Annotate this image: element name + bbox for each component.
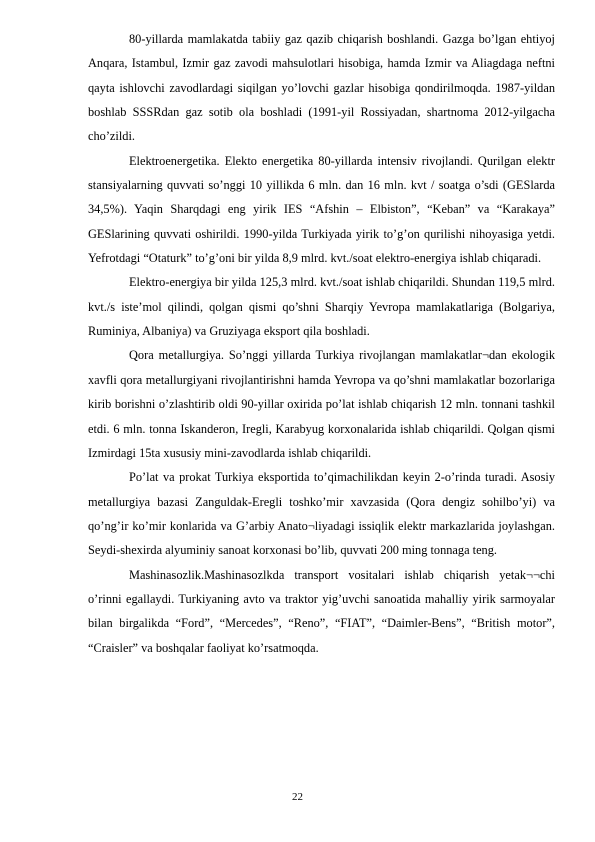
- page-number: 22: [292, 791, 303, 803]
- paragraph-machine-building: Mashinasozlik.Mashinasozlkda transport vositalari ishlab chiqarish yetak¬¬chi o’rinni egallaydi. Turkiyaning avto va traktor yig’uvchi sanoatida mahalliy yirik sarmoyalar bilan birgalikda “Ford”, “Mercedes”, “Reno”, “FIAT”, “Daimler-Bens”, “British motor”, “Craisler” va boshqalar faoliyat ko’rsatmoqda.: [88, 567, 555, 655]
- paragraph-gas: 80-yillarda mamlakatda tabiiy gaz qazib chiqarish boshlandi. Gazga bo’lgan ehtiyoj Anqara, Istambul, Izmir gaz zavodi mahsulotlari hisobiga, hamda Izmir va Aliagdaga neftni qayta ishlovchi zavodlardagi siqilgan yo’lovchi gazlar hisobiga qondirilmoqda. 1987-yildan boshlab SSSRdan gaz sotib ola boshladi (1991-yil Rossiyadan, shartnoma 2012-yilgacha cho’zildi.: [88, 32, 555, 144]
- document-body: [88, 27, 555, 660]
- paragraph-electro-energetics: Elektroenergetika. Elekto energetika 80-yillarda intensiv rivojlandi. Qurilgan elektr stansiyalarning quvvati so’nggi 10 yillikda 6 mln. dan 16 mln. kvt / soatga o’sdi (GESlarda 34,5%). Yaqin Sharqdagi eng yirik IES “Afshin – Elbiston”, “Keban” va “Karakaya” GESlarining quvvati oshirildi. 1990-yilda Turkiyada yirik to’g’on qurilishi nihoyasiga yetdi. Yefrotdagi “Otaturk” to’g’oni bir yilda 8,9 mlrd. kvt./soat elektro-energiya ishlab chiqaradi.: [88, 153, 555, 266]
- paragraph-ferrous-metallurgy: Qora metallurgiya. So’nggi yillarda Turkiya rivojlangan mamlakatlar¬dan ekologik xavfli qora metallurgiyani rivojlantirishni hamda Yevropa va qo’shni mamlakatlar bozorlariga kirib borishni o’zlashtirib oldi 90-yillar oxirida po’lat ishlab chiqarish 12 mln. tonnani tashkil etdi. 6 mln. tonna Iskanderon, Iregli, Karabyug korxonalarida ishlab chiqarildi. Qolgan qismi Izmirdagi 15ta xususiy mini-zavodlarda ishlab chiqarildi.: [88, 348, 555, 460]
- paragraph-electricity-export: Elektro-energiya bir yilda 125,3 mlrd. kvt./soat ishlab chiqarildi. Shundan 119,5 mlrd. kvt./s iste’mol qilindi, qolgan qismi qo’shni Sharqiy Yevropa mamlakatlariga (Bolgariya, Ruminiya, Albaniya) va Gruziyaga eksport qila boshladi.: [88, 275, 555, 339]
- paragraph-steel-rolling: Po’lat va prokat Turkiya eksportida to’qimachilikdan keyin 2-o’rinda turadi. Asosiy metallurgiya bazasi Zanguldak-Eregli toshko’mir xavzasida (Qora dengiz sohilbo’yi) va qo’ng’ir ko’mir konlarida va G’arbiy Anato¬liyadagi issiqlik elektr markazlarida joylashgan. Seydi-shexirda alyuminiy sanoat korxonasi bo’lib, quvvati 200 ming tonnaga teng.: [88, 470, 555, 558]
